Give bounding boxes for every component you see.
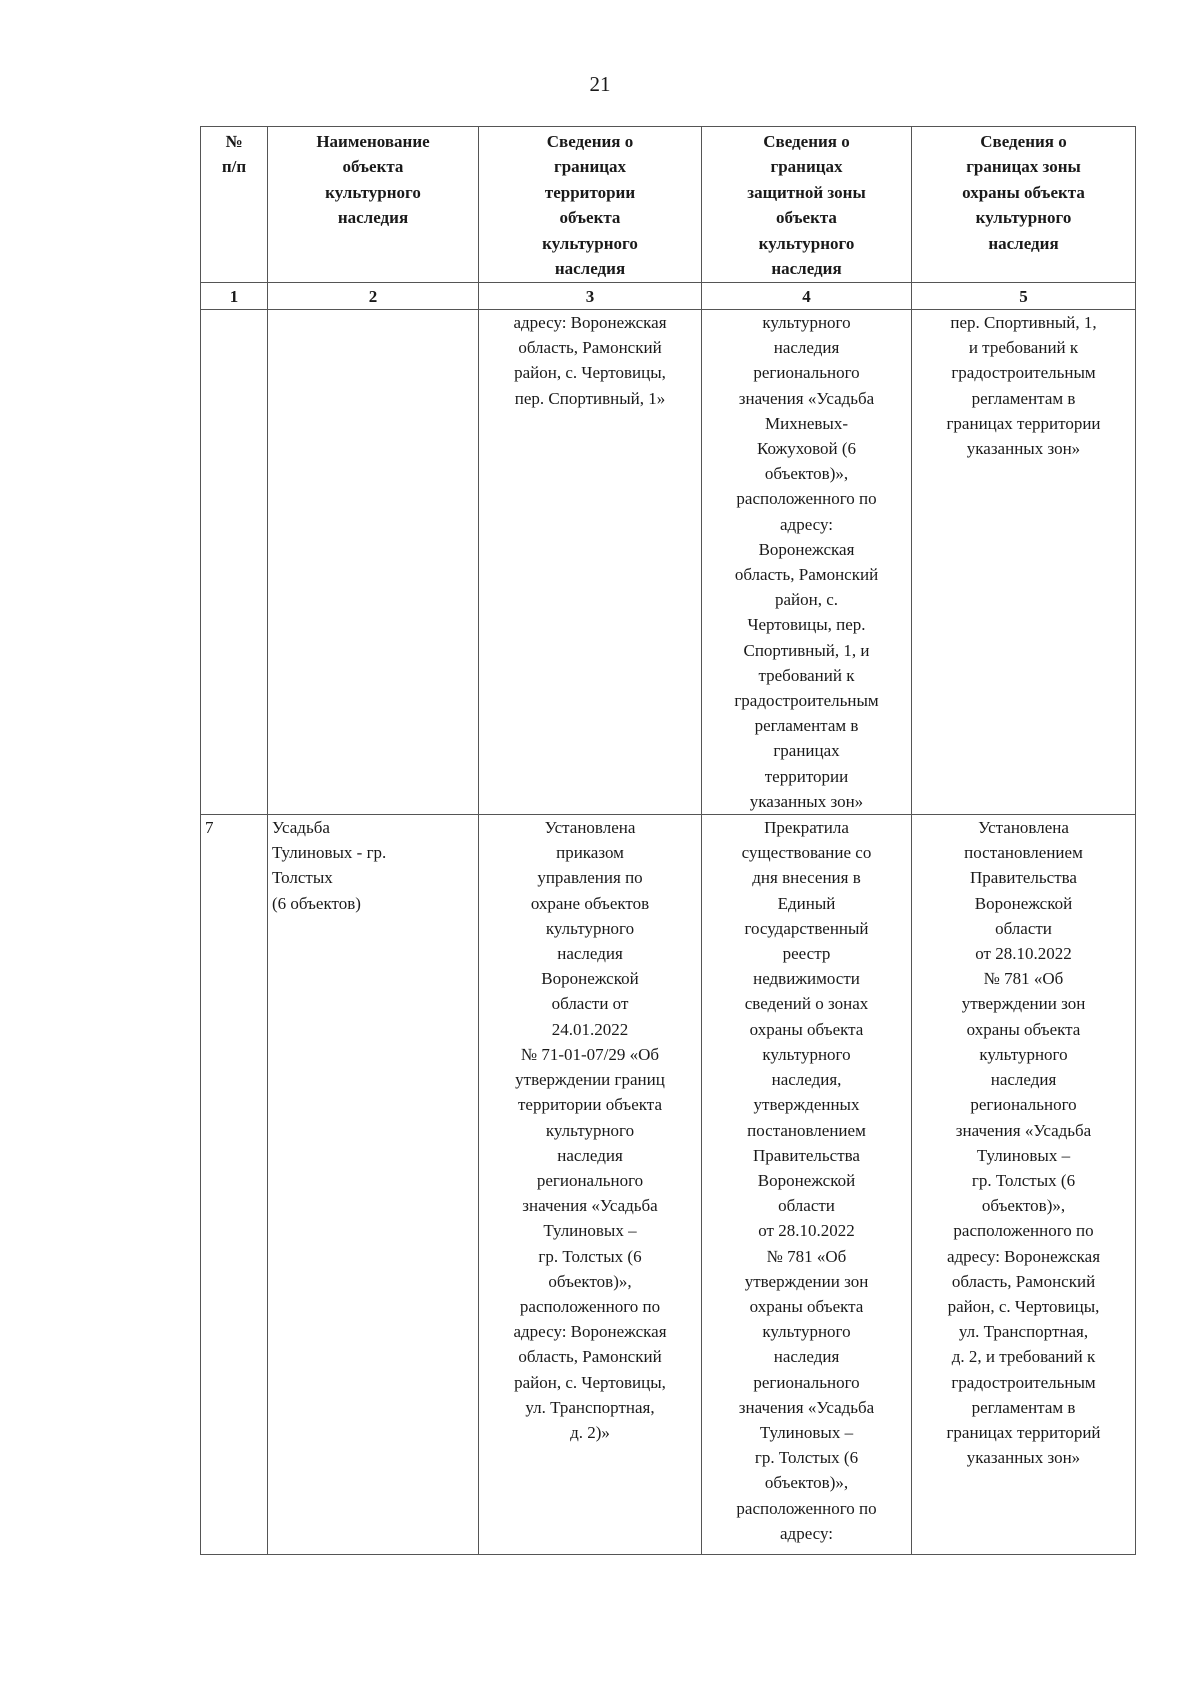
column-number: 2: [268, 283, 479, 310]
header-territory-bounds: Сведения о границах территории объекта культурного наследия: [479, 127, 702, 283]
column-number-row: [201, 283, 1136, 310]
cell-protective-zone: Прекратила существование со дня внесения в Единый государственный реестр недвижимости сведений о зонах охраны объекта культурного наследия, утвержденных постановлением Правительства Воронежской области от 28.10.2022 № 781 «Об утверждении зон охраны объекта культурного наследия регионального значения «Усадьба Тулиновых – гр. Толстых (6 объектов)», расположенного по адресу:: [702, 815, 912, 1555]
cell-protection-zone: пер. Спортивный, 1, и требований к градостроительным регламентам в границах территории указанных зон»: [912, 310, 1136, 815]
cell-number: [201, 310, 268, 815]
page-number: 21: [589, 72, 611, 96]
cell-object-name: [268, 310, 479, 815]
cell-number: 7: [201, 815, 268, 1555]
column-number: 5: [912, 283, 1136, 310]
table-row: [201, 815, 1136, 1555]
header-object-name: Наименование объекта культурного наследия: [268, 127, 479, 283]
table-row: [201, 310, 1136, 815]
header-protection-zone-bounds: Сведения о границах зоны охраны объекта культурного наследия: [912, 127, 1136, 283]
cell-protective-zone: культурного наследия регионального значения «Усадьба Михневых- Кожуховой (6 объектов)», расположенного по адресу: Воронежская область, Рамонский район, с. Чертовицы, пер. Спортивный, 1, и требований к градостроительным регламентам в границах территории указанных зон»: [702, 310, 912, 815]
header-number: № п/п: [201, 127, 268, 283]
column-number: 1: [201, 283, 268, 310]
cell-protection-zone: Установлена постановлением Правительства Воронежской области от 28.10.2022 № 781 «Об утверждении зон охраны объекта культурного наследия регионального значения «Усадьба Тулиновых – гр. Толстых (6 объектов)», расположенного по адресу: Воронежская область, Рамонский район, с. Чертовицы, ул. Транспортная, д. 2, и требований к градостроительным регламентам в границах территорий указанных зон»: [912, 815, 1136, 1555]
table-header-row: [201, 127, 1136, 283]
column-number: 3: [479, 283, 702, 310]
cell-territory: адресу: Воронежская область, Рамонский район, с. Чертовицы, пер. Спортивный, 1»: [479, 310, 702, 815]
header-protective-zone-bounds: Сведения о границах защитной зоны объекта культурного наследия: [702, 127, 912, 283]
heritage-objects-table: [200, 126, 1136, 1555]
cell-territory: Установлена приказом управления по охране объектов культурного наследия Воронежской области от 24.01.2022 № 71-01-07/29 «Об утверждении границ территории объекта культурного наследия регионального значения «Усадьба Тулиновых – гр. Толстых (6 объектов)», расположенного по адресу: Воронежская область, Рамонский район, с. Чертовицы, ул. Транспортная, д. 2)»: [479, 815, 702, 1555]
column-number: 4: [702, 283, 912, 310]
cell-object-name: Усадьба Тулиновых - гр. Толстых (6 объектов): [268, 815, 479, 1555]
